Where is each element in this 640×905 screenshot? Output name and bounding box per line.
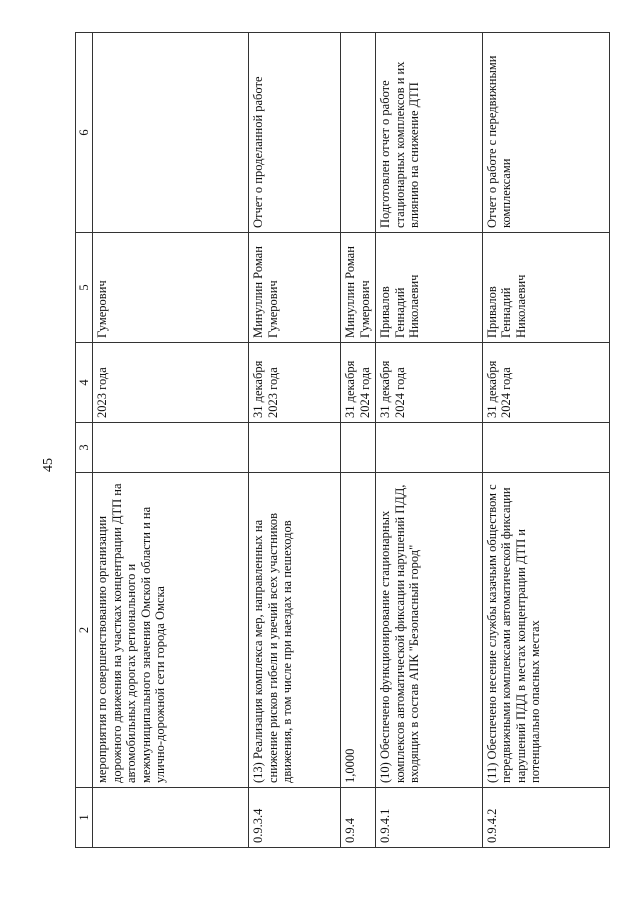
row-number: 0.9.4	[341, 788, 376, 848]
row-number	[93, 788, 249, 848]
row-description: 1,0000	[341, 473, 376, 788]
row-deadline: 31 декабря 2024 года	[341, 343, 376, 423]
row-responsible: Привалов Геннадий Николаевич	[482, 233, 609, 343]
header-cell-1: 1	[76, 788, 93, 848]
row-description: (13) Реализация комплекса мер, направленных на снижение рисков гибели и увечий всех участников движения, в том числе при наездах на пешеходов	[249, 473, 341, 788]
page-number: 45	[41, 458, 56, 472]
header-cell-4: 4	[76, 343, 93, 423]
row-description: (10) Обеспечено функционирование стационарных комплексов автоматической фиксации нарушений ПДД, входящих в состав АПК "Безопасный город"	[376, 473, 483, 788]
row-result: Отчет о проделанной работе	[249, 33, 341, 233]
table-row	[341, 33, 376, 848]
row-result	[341, 33, 376, 233]
row-deadline: 31 декабря 2023 года	[249, 343, 341, 423]
row-result: Подготовлен отчет о работе стационарных комплексов и их влиянию на снижение ДТП	[376, 33, 483, 233]
row-deadline: 2023 года	[93, 343, 249, 423]
row-result: Отчет о работе с передвижными комплексами	[482, 33, 609, 233]
header-row	[76, 33, 93, 848]
row-responsible: Привалов Геннадий Николаевич	[376, 233, 483, 343]
row-number: 0.9.4.2	[482, 788, 609, 848]
row-responsible: Минуллин Роман Гумерович	[249, 233, 341, 343]
header-cell-2: 2	[76, 473, 93, 788]
table-row	[249, 33, 341, 848]
row-col3	[482, 423, 609, 473]
row-number: 0.9.3.4	[249, 788, 341, 848]
header-cell-3: 3	[76, 423, 93, 473]
table-row	[482, 33, 609, 848]
row-number: 0.9.4.1	[376, 788, 483, 848]
row-col3	[249, 423, 341, 473]
row-description: мероприятия по совершенствованию организации дорожного движения на участках концентрации ДТП на автомобильных дорогах регионального и межмуниципального значения Омской области и на улично-дорожной сети города Омска	[93, 473, 249, 788]
row-col3	[341, 423, 376, 473]
header-cell-6: 6	[76, 33, 93, 233]
row-col3	[376, 423, 483, 473]
plan-table	[75, 32, 610, 848]
row-responsible: Гумерович	[93, 233, 249, 343]
header-cell-5: 5	[76, 233, 93, 343]
table-row	[93, 33, 249, 848]
row-description: (11) Обеспечено несение службы казачьим обществом с передвижными комплексами автоматической фиксации нарушений ПДД в местах концентрации ДТП и потенциально опасных местах	[482, 473, 609, 788]
row-responsible: Минуллин Роман Гумерович	[341, 233, 376, 343]
rotated-page-content	[75, 33, 610, 848]
row-col3	[93, 423, 249, 473]
table-row	[376, 33, 483, 848]
row-deadline: 31 декабря 2024 года	[482, 343, 609, 423]
row-result	[93, 33, 249, 233]
row-deadline: 31 декабря 2024 года	[376, 343, 483, 423]
